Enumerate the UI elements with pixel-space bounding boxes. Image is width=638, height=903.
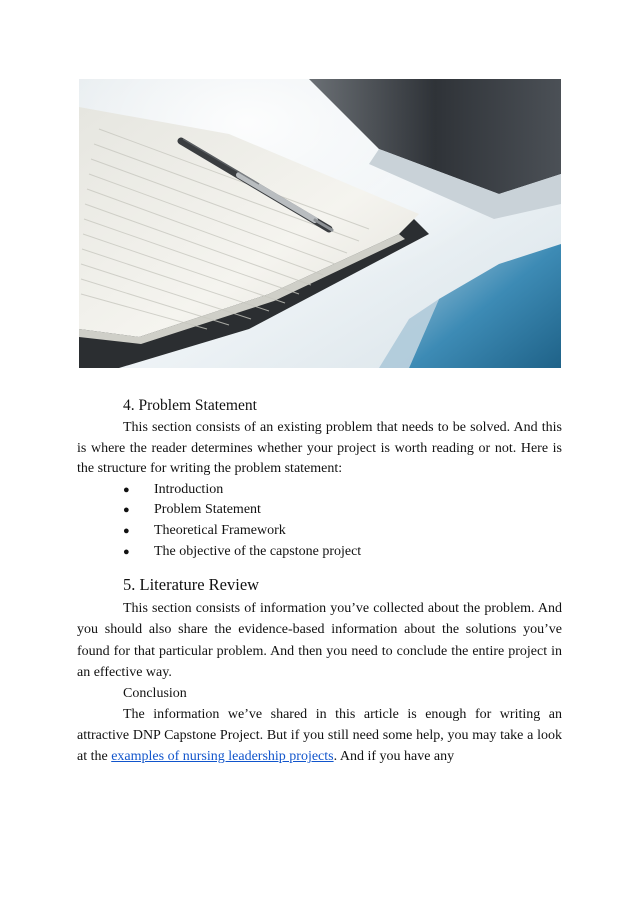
problem-statement-heading: 4. Problem Statement xyxy=(123,397,257,414)
list-item-text: Introduction xyxy=(154,481,224,497)
conclusion-text-end: . And if you have any xyxy=(333,749,455,765)
list-item xyxy=(77,500,562,521)
conclusion-body xyxy=(77,704,562,768)
list-item xyxy=(77,521,562,542)
bullet-icon: ● xyxy=(123,545,130,558)
bullet-icon: ● xyxy=(123,524,130,537)
nursing-leadership-examples-link[interactable]: examples of nursing leadership projects xyxy=(111,749,334,765)
literature-review-heading: 5. Literature Review xyxy=(123,575,260,595)
conclusion-heading: Conclusion xyxy=(123,685,187,701)
list-item xyxy=(77,542,562,563)
notebook-pen-photo xyxy=(79,79,561,368)
problem-statement-intro: This section consists of an existing problem that needs to be solved. And this is where the reader determines whether your project is worth reading or not. Here is the structure for writing the problem statement: xyxy=(77,420,562,477)
list-item xyxy=(77,480,562,501)
article-body xyxy=(77,394,562,768)
list-item-text: The objective of the capstone project xyxy=(154,543,362,559)
list-item-text: Theoretical Framework xyxy=(154,522,286,538)
bullet-icon: ● xyxy=(123,504,130,517)
bullet-icon: ● xyxy=(123,483,130,496)
literature-review-body: This section consists of information you’ve collected about the problem. And you should also share the evidence-based information about the solutions you’ve found for that particular problem. And then you need to conclude the entire project in an effective way. xyxy=(77,601,562,680)
conclusion-text-start: The information we’ve shared in this article is enough for writing an attractive DNP Capstone Project. But if you still need some help, you may take a look at the xyxy=(77,706,562,765)
problem-statement-structure-list xyxy=(77,480,562,562)
list-item-text: Problem Statement xyxy=(154,502,261,518)
